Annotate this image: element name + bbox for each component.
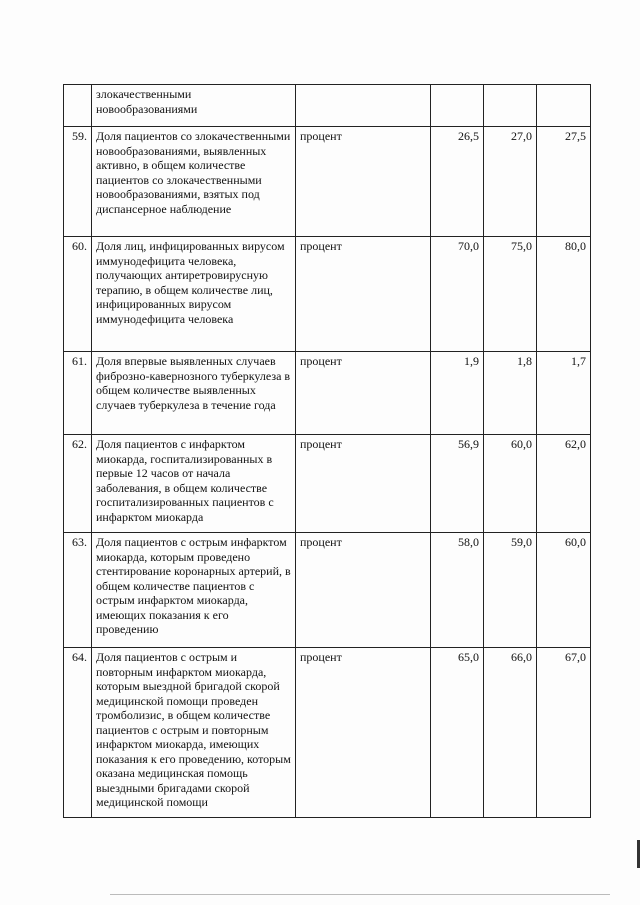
value-3: 80,0: [537, 237, 591, 352]
table-row: [64, 533, 591, 648]
value-3: 27,5: [537, 127, 591, 237]
table-row: [64, 435, 591, 533]
row-number: 62.: [64, 435, 92, 533]
unit-cell: процент: [296, 237, 431, 352]
table-row: [64, 237, 591, 352]
indicators-table: [63, 84, 591, 818]
unit-cell: процент: [296, 533, 431, 648]
value-1: 70,0: [431, 237, 484, 352]
value-2: 59,0: [484, 533, 537, 648]
row-number: 63.: [64, 533, 92, 648]
indicator-text: злокачественными новообразованиями: [92, 85, 296, 127]
value-3: 67,0: [537, 648, 591, 818]
indicator-text: Доля пациентов с острым инфарктом миокарда, которым проведено стентирование коронарных артерий, в общем количестве пациентов с острым инфарктом миокарда, имеющих показания к его проведению: [92, 533, 296, 648]
value-2: 66,0: [484, 648, 537, 818]
value-2: 75,0: [484, 237, 537, 352]
indicator-text: Доля пациентов со злокачественными новообразованиями, выявленных активно, в общем количестве пациентов со злокачественными новообразованиями, взятых под диспансерное наблюдение: [92, 127, 296, 237]
value-2: 27,0: [484, 127, 537, 237]
value-3: [537, 85, 591, 127]
value-1: 1,9: [431, 352, 484, 435]
value-3: 1,7: [537, 352, 591, 435]
value-1: [431, 85, 484, 127]
value-3: 60,0: [537, 533, 591, 648]
value-1: 58,0: [431, 533, 484, 648]
value-3: 62,0: [537, 435, 591, 533]
unit-cell: процент: [296, 127, 431, 237]
value-2: 1,8: [484, 352, 537, 435]
table-row: [64, 127, 591, 237]
row-number: 59.: [64, 127, 92, 237]
table-row-continued: [64, 85, 591, 127]
unit-cell: процент: [296, 352, 431, 435]
indicator-text: Доля пациентов с инфарктом миокарда, госпитализированных в первые 12 часов от начала заболевания, в общем количестве госпитализированных пациентов с инфарктом миокарда: [92, 435, 296, 533]
table-row: [64, 352, 591, 435]
indicator-text: Доля впервые выявленных случаев фиброзно-кавернозного туберкулеза в общем количестве выявленных случаев туберкулеза в течение года: [92, 352, 296, 435]
value-2: [484, 85, 537, 127]
value-1: 56,9: [431, 435, 484, 533]
unit-cell: процент: [296, 435, 431, 533]
indicator-text: Доля лиц, инфицированных вирусом иммунодефицита человека, получающих антиретровирусную терапию, в общем количестве лиц, инфицированных вирусом иммунодефицита человека: [92, 237, 296, 352]
row-number: 64.: [64, 648, 92, 818]
row-number: 60.: [64, 237, 92, 352]
unit-cell: [296, 85, 431, 127]
row-number: 61.: [64, 352, 92, 435]
indicator-text: Доля пациентов с острым и повторным инфарктом миокарда, которым выездной бригадой скорой медицинской помощи проведен тромболизис, в общем количестве пациентов с острым и повторным инфарктом миокарда, имеющих показания к его проведению, которым оказана медицинская помощь выездными бригадами скорой медицинской помощи: [92, 648, 296, 818]
value-1: 65,0: [431, 648, 484, 818]
scan-bottom-line: [110, 894, 610, 895]
row-number: [64, 85, 92, 127]
table-row: [64, 648, 591, 818]
value-1: 26,5: [431, 127, 484, 237]
unit-cell: процент: [296, 648, 431, 818]
value-2: 60,0: [484, 435, 537, 533]
